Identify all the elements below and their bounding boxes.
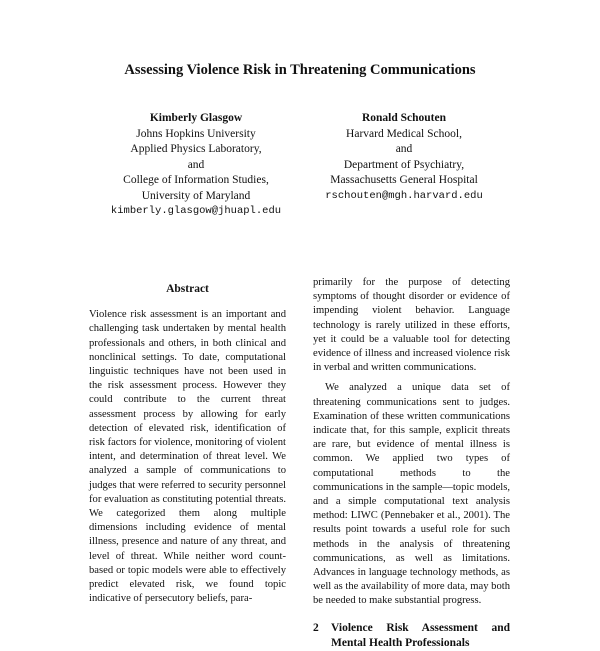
author-email: rschouten@mgh.harvard.edu [325, 189, 483, 202]
paragraph-text: (Pennebaker et al., 2001). The results point towards a useful role for such methods in the analysis of threatening communications, as well as limitations. Advances in language technology methods, as well as the availability of more data, may both be needed to make substantial progress. [313, 510, 510, 607]
affiliation-line: College of Information Studies, [123, 174, 269, 186]
right-column [313, 276, 510, 651]
abstract-text: Violence risk assessment is an important and challenging task undertaken by mental health professionals and others, in both clinical and nonclinical settings. To date, computational linguistic techniques have not been used in the risk assessment process. However they could contribute to the current threat assessment process by allowing for early detection of elevated risk, identification of risk factors for violence, monitoring of violent intent, and determination of threat level. We analyzed a sample of communications to judges that were referred to security personnel for evaluation as constituting potential threats. We categorized them along multiple dimensions including evidence of mental illness, presence and nature of any threat, and level of threat. While neither word count-based or topic models were able to effectively predict elevated risk, we found topic indicative of persecutory beliefs, para- [89, 309, 286, 605]
affiliation-line: Johns Hopkins University [136, 127, 256, 140]
affiliation-line: Harvard Medical School, [346, 127, 462, 140]
paper-title: Assessing Violence Risk in Threatening Communications [124, 62, 476, 78]
affiliation-line: and [395, 143, 413, 155]
abstract-heading: Abstract [166, 283, 209, 295]
section-number: 2 [313, 621, 319, 634]
section-heading [313, 621, 510, 651]
affiliation-line: Massachusetts General Hospital [330, 174, 478, 186]
author-email: kimberly.glasgow@jhuapl.edu [110, 205, 282, 217]
intro-paragraph-1: primarily for the purpose of detecting symptoms of thought disorder or evidence of impending violent behavior. Language technology is rarely utilized in these efforts, yet it could be a valuable tool for detecting evidence of illness and increased violence risk in verbal and written communications. [313, 277, 510, 374]
author-name: Kimberly Glasgow [149, 112, 243, 124]
intro-paragraph-2 [313, 381, 510, 608]
liwc-term: LIWC [350, 510, 378, 522]
left-column [89, 276, 286, 606]
section-title: Violence Risk Assessment and Mental Health Professionals [331, 621, 510, 649]
author-block-2 [304, 111, 504, 204]
affiliation-line: and [187, 158, 205, 171]
author-name: Ronald Schouten [361, 112, 447, 124]
affiliation-line: Department of Psychiatry, [343, 158, 465, 171]
affiliation-line: University of Maryland [141, 189, 251, 202]
author-block-1 [96, 111, 296, 220]
paragraph-text: We analyzed a unique data set of threatening communications sent to judges. Examination of these written communications indicate that, for this sample, explicit threats are rare, but evidence of mental illness is common. We applied two types of computational methods to the communications in the sample—topic models, and a simple computational text analysis method: [313, 382, 510, 522]
affiliation-line: Applied Physics Laboratory, [130, 143, 262, 155]
